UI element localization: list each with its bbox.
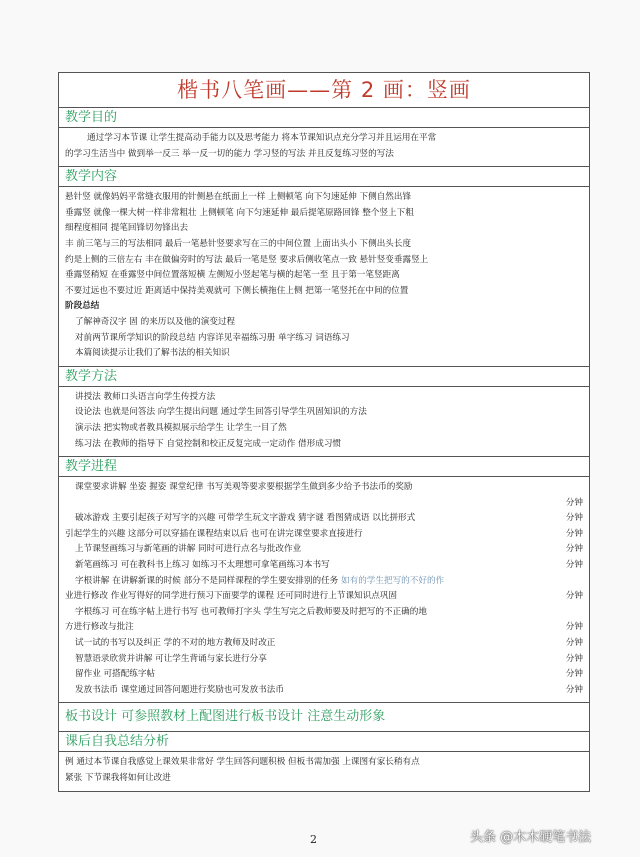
text-line: 的学习生活当中 做到举一反三 举一反一切的能力 学习竖的写法 并且反复练习竖的写法 — [65, 148, 394, 159]
minutes-unit: 分钟 — [565, 544, 583, 555]
text-line: 发放书法币 课堂通过回答问题进行奖励也可发放书法币 — [75, 684, 284, 695]
minutes-unit: 分钟 — [565, 560, 583, 571]
process-row — [65, 511, 583, 527]
process-row — [65, 542, 583, 558]
process-row — [65, 527, 583, 543]
text-line: 试一试的书写以及纠正 学的不对的地方教师及时改正 — [75, 638, 276, 649]
text-line: 对前两节课所学知识的阶段总结 内容详见幸福练习册 单字练习 词语练习 — [75, 332, 350, 343]
section-heading-method: 教学方法 — [59, 367, 589, 387]
highlight-note: 如有的学生把写的不好的作 — [341, 575, 445, 586]
minutes-unit: 分钟 — [565, 669, 583, 680]
text-line: 不要过远也不要过近 距离适中保持美观就可 下侧长横拖住上侧 把第一笔竖托在中间的位置 — [65, 285, 409, 296]
minutes-unit: 分钟 — [565, 528, 583, 539]
minutes-unit: 分钟 — [565, 622, 583, 633]
section-heading-process: 教学进程 — [59, 457, 589, 477]
text-line: 练习法 在教师的指导下 自觉控制和校正反复完成一定动作 借形成习惯 — [75, 438, 342, 449]
text-line: 垂露竖 就像一棵大树一样非常粗壮 上侧顿笔 向下匀速延伸 最后提笔原路回锋 整个竖上下粗 — [65, 207, 414, 218]
section-heading-content: 教学内容 — [59, 167, 589, 187]
section-body-goal — [59, 128, 589, 167]
section-heading-goal: 教学目的 — [59, 108, 589, 128]
text-line: 上节课竖画练习与新笔画的讲解 同时可进行点名与批改作业 — [75, 544, 302, 555]
board-design-row: 板书设计 可参照教材上配图进行板书设计 注意生动形象 — [59, 703, 589, 732]
watermark: 头条 @木木硬笔书法 — [470, 830, 592, 845]
minutes-unit: 分钟 — [565, 497, 583, 508]
process-row — [65, 558, 583, 574]
minutes-unit: 分钟 — [565, 638, 583, 649]
text-line: 垂露竖稍短 在垂露竖中间位置落短横 左侧短小竖起笔与横的起笔一至 且于第一笔竖距离 — [65, 270, 400, 281]
process-row — [65, 496, 583, 512]
text-line: 例 通过本节课自我感觉上课效果非常好 学生回答问题积极 但板书需加强 上课图有家长稍有点 — [65, 757, 420, 768]
section-body-process — [59, 477, 589, 703]
process-row — [65, 652, 583, 668]
text-line: 字根讲解 在讲解新课的时候 部分不是同样课程的学生要安排别的任务 — [75, 575, 339, 586]
summary-label: 阶段总结 — [65, 301, 100, 312]
minutes-unit: 分钟 — [565, 684, 583, 695]
text-line: 丰 前三笔与三的写法相同 最后一笔悬针竖要求写在三的中间位置 上面出头小 下侧出头长度 — [65, 238, 412, 249]
text-line: 通过学习本节课 让学生提高动手能力以及思考能力 将本节课知识点充分学习并且运用在平常 — [87, 133, 437, 143]
lesson-plan-table — [58, 72, 590, 792]
text-line: 字根练习 可在练字帖上进行书写 也可教师打字头 学生写完之后教师要及时把写的不正确的地 — [75, 606, 427, 617]
process-row — [65, 589, 583, 605]
process-row — [65, 683, 583, 699]
text-line: 智慧语录欣赏并讲解 可让学生背诵与家长进行分享 — [75, 653, 267, 664]
text-line: 悬针竖 就像妈妈平常缝衣服用的针侧悬在纸面上一样 上侧顿笔 向下匀速延伸 下侧自然出锋 — [65, 192, 412, 203]
minutes-unit: 分钟 — [565, 653, 583, 664]
text-line: 设论法 也就是问答法 向学生提出问题 通过学生回答引导学生巩固知识的方法 — [75, 407, 367, 418]
text-line: 破冰游戏 主要引起孩子对写字的兴趣 可带学生玩文字游戏 猜字谜 看图猜成语 以比拼形式 — [75, 513, 416, 524]
text-line: 讲授法 教师口头语言向学生传授方法 — [75, 391, 216, 402]
text-line: 本篇阅读提示让我们了解书法的相关知识 — [75, 348, 230, 359]
process-row — [65, 636, 583, 652]
section-body-content — [59, 187, 589, 367]
minutes-unit: 分钟 — [565, 513, 583, 524]
text-line: 了解神奇汉字 固 的来历以及他的演变过程 — [75, 316, 236, 327]
text-line: 业进行修改 作业写得好的同学进行预习下面要学的课程 还可同时进行上节课知识点巩固 — [65, 591, 398, 602]
text-line: 新笔画练习 可在教科书上练习 如练习不太理想可拿笔画练习本书写 — [75, 560, 330, 571]
section-body-review — [59, 752, 589, 790]
section-heading-review: 课后自我总结分析 — [59, 732, 589, 752]
process-row — [65, 574, 583, 590]
text-line: 约是上侧的三倍左右 丰在做偏旁时的写法 最后一笔是竖 要求后侧收笔点一致 悬针竖变垂露竖上 — [65, 254, 429, 265]
text-line: 细程度相同 提笔回锋切勿锋出去 — [65, 223, 189, 234]
page-number: 2 — [310, 833, 317, 846]
section-body-method — [59, 387, 589, 457]
text-line: 留作业 可搭配练字帖 — [75, 669, 156, 680]
text-line: 紧张 下节课我将如何让改进 — [65, 773, 171, 783]
process-row — [65, 620, 583, 636]
text-line: 课堂要求讲解 坐姿 握姿 课堂纪律 书写美观等要求要根据学生做到多少给予书法币的奖励 — [75, 482, 413, 493]
minutes-unit: 分钟 — [565, 591, 583, 602]
text-line: 演示法 把实物或者教具模拟展示给学生 让学生一目了然 — [75, 422, 287, 433]
text-line: 引起学生的兴趣 这部分可以穿插在课程结束以后 也可在讲完课堂要求直接进行 — [65, 528, 363, 539]
text-line: 方进行修改与批注 — [65, 622, 134, 633]
process-row — [65, 667, 583, 683]
page-title: 楷书八笔画——第 2 画：竖画 — [59, 73, 589, 108]
